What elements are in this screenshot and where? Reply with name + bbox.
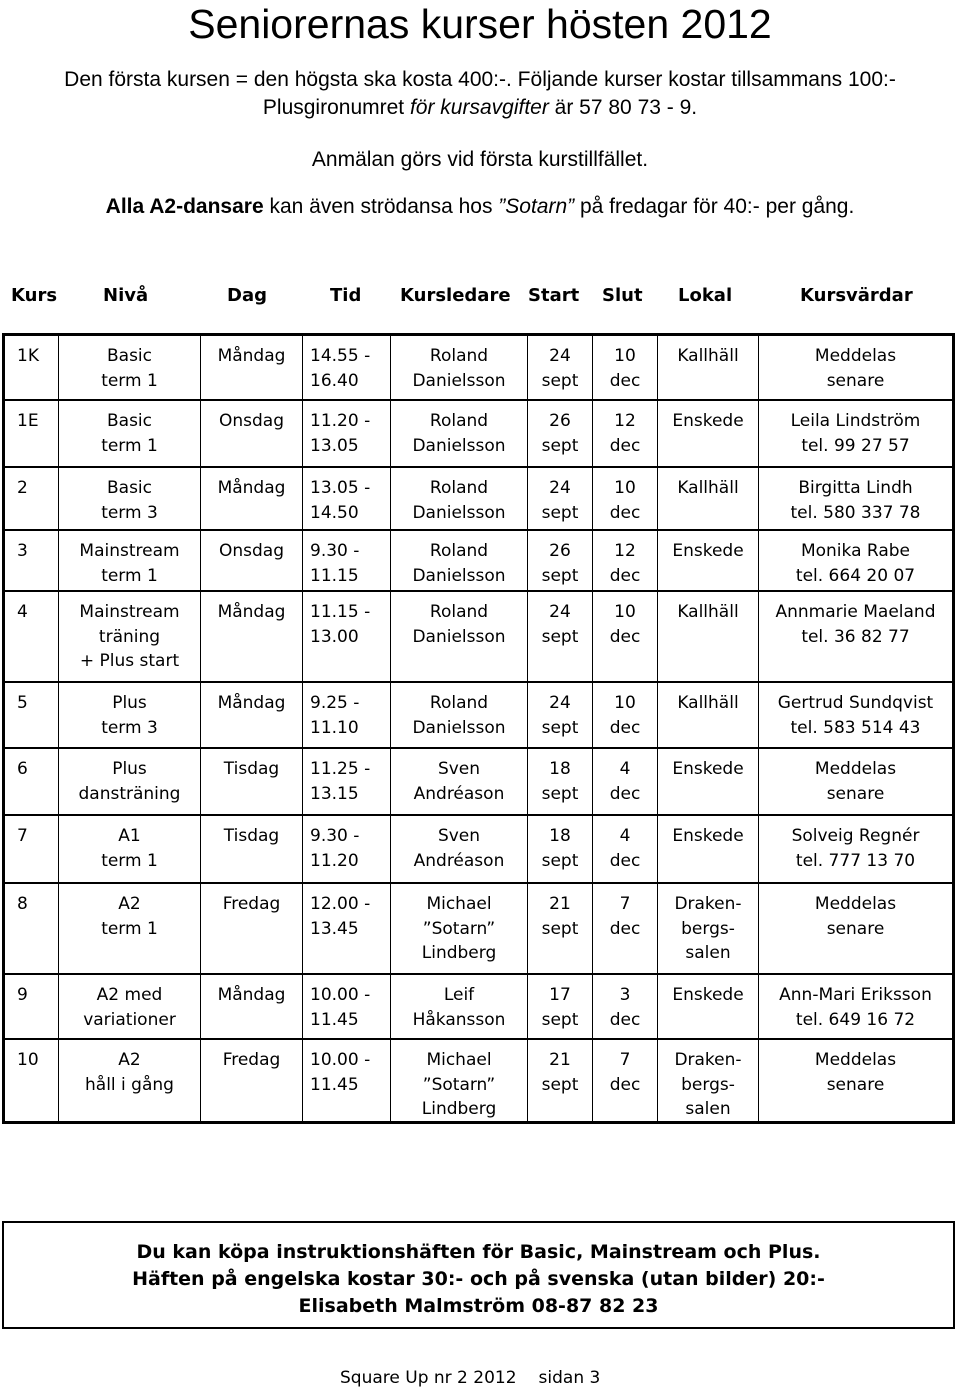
cell-vardar: Meddelas senare — [814, 894, 897, 939]
intro-line-registration: Anmälan görs vid första kurstillfället. — [311, 148, 649, 171]
cell-slut: 3 dec — [609, 985, 641, 1030]
cell-dag: Tisdag — [223, 759, 280, 779]
cell-start: 26 sept — [541, 541, 579, 586]
cell-vardar: Monika Rabe tel. 664 20 07 — [795, 541, 916, 586]
page-number: sidan 3 — [538, 1368, 601, 1388]
cell-slut: 7 dec — [609, 894, 641, 939]
cell-vardar: Ann-Mari Eriksson tel. 649 16 72 — [779, 985, 932, 1030]
magazine-issue: Square Up nr 2 2012 — [340, 1368, 517, 1388]
header-start: Start — [528, 285, 580, 306]
table-row — [5, 529, 952, 592]
cell-lokal: Kallhäll — [677, 602, 739, 622]
page-title: Seniorernas kurser hösten 2012 — [188, 1, 772, 47]
cell-lokal: Draken- bergs- salen — [674, 894, 742, 963]
booklet-info-line: Du kan köpa instruktionshäften för Basic, Mainstream och Plus. — [136, 1241, 821, 1263]
cell-vardar: Annmarie Maeland tel. 36 82 77 — [775, 602, 936, 647]
cell-niva: Mainstream term 1 — [79, 541, 180, 586]
header-lokal: Lokal — [678, 285, 733, 306]
cell-dag: Onsdag — [218, 411, 284, 431]
cell-slut: 10 dec — [609, 478, 641, 523]
table-row — [5, 590, 952, 683]
cell-slut: 4 dec — [609, 826, 641, 871]
cell-dag: Måndag — [217, 693, 286, 713]
cell-start: 21 sept — [541, 1050, 579, 1095]
cell-lokal: Kallhäll — [677, 478, 739, 498]
cell-slut: 10 dec — [609, 346, 641, 391]
course-table — [2, 333, 955, 1124]
cell-niva: Basic term 3 — [101, 478, 158, 523]
cell-tid: 10.00 - 11.45 — [310, 985, 371, 1030]
cell-kurs: 7 — [17, 826, 28, 846]
cell-ledare: Michael ”Sotarn” Lindberg — [421, 1050, 497, 1119]
cell-kurs: 2 — [17, 478, 28, 498]
cell-tid: 11.25 - 13.15 — [310, 759, 371, 804]
cell-slut: 10 dec — [609, 693, 641, 738]
sotarn-name: ”Sotarn” — [498, 195, 575, 218]
cell-start: 26 sept — [541, 411, 579, 456]
header-slut: Slut — [602, 285, 643, 306]
cell-kurs: 8 — [17, 894, 28, 914]
cell-tid: 9.25 - 11.10 — [310, 693, 360, 738]
cell-niva: A2 håll i gång — [85, 1050, 174, 1095]
cell-niva: Mainstream träning + Plus start — [79, 602, 180, 671]
cell-tid: 9.30 - 11.20 — [310, 826, 360, 871]
header-niva: Nivå — [103, 285, 149, 306]
a2-dancers-label: Alla A2-dansare — [105, 195, 264, 218]
cell-tid: 13.05 - 14.50 — [310, 478, 371, 523]
cell-start: 18 sept — [541, 826, 579, 871]
cell-slut: 12 dec — [609, 411, 641, 456]
cell-lokal: Draken- bergs- salen — [674, 1050, 742, 1119]
table-row — [5, 681, 952, 749]
cell-ledare: Roland Danielsson — [412, 693, 506, 738]
cell-kurs: 3 — [17, 541, 28, 561]
cell-lokal: Kallhäll — [677, 346, 739, 366]
cell-ledare: Roland Danielsson — [412, 602, 506, 647]
table-row — [5, 814, 952, 884]
cell-dag: Måndag — [217, 985, 286, 1005]
table-header — [0, 283, 960, 309]
header-tid: Tid — [330, 285, 362, 306]
booklet-contact-line: Elisabeth Malmström 08-87 82 23 — [298, 1295, 659, 1317]
cell-dag: Måndag — [217, 478, 286, 498]
cell-niva: Plus term 3 — [101, 693, 158, 738]
booklet-info-box — [2, 1221, 955, 1329]
cell-tid: 10.00 - 11.45 — [310, 1050, 371, 1095]
cell-ledare: Roland Danielsson — [412, 346, 506, 391]
cell-lokal: Enskede — [672, 411, 744, 431]
table-row — [5, 466, 952, 531]
cell-niva: Basic term 1 — [101, 346, 158, 391]
table-row — [5, 882, 952, 975]
cell-vardar: Gertrud Sundqvist tel. 583 514 43 — [777, 693, 934, 738]
cell-kurs: 4 — [17, 602, 28, 622]
cell-niva: A2 med variationer — [83, 985, 176, 1030]
header-dag: Dag — [227, 285, 267, 306]
plusgiro-label: Plusgironumret — [262, 96, 410, 119]
cell-vardar: Birgitta Lindh tel. 580 337 78 — [790, 478, 921, 523]
table-row — [5, 973, 952, 1040]
cell-tid: 11.15 - 13.00 — [310, 602, 371, 647]
cell-kurs: 5 — [17, 693, 28, 713]
cell-dag: Måndag — [217, 602, 286, 622]
cell-niva: A2 term 1 — [101, 894, 158, 939]
cell-ledare: Sven Andréason — [413, 759, 505, 804]
intro-line-price: Den första kursen = den högsta ska kosta 400:-. Följande kurser kostar tillsammans 100:- — [64, 68, 896, 91]
cell-vardar: Meddelas senare — [814, 1050, 897, 1095]
cell-tid: 11.20 - 13.05 — [310, 411, 371, 456]
header-kurs: Kurs — [11, 285, 58, 306]
table-row — [5, 399, 952, 468]
cell-kurs: 1E — [17, 411, 39, 431]
cell-ledare: Sven Andréason — [413, 826, 505, 871]
table-row — [5, 336, 952, 399]
cell-tid: 12.00 - 13.45 — [310, 894, 371, 939]
cell-start: 24 sept — [541, 602, 579, 647]
table-row — [5, 747, 952, 816]
cell-start: 17 sept — [541, 985, 579, 1030]
cell-kurs: 1K — [17, 346, 39, 366]
page-footer — [340, 1366, 600, 1390]
cell-start: 21 sept — [541, 894, 579, 939]
cell-lokal: Enskede — [672, 826, 744, 846]
cell-kurs: 6 — [17, 759, 28, 779]
cell-start: 18 sept — [541, 759, 579, 804]
cell-lokal: Enskede — [672, 985, 744, 1005]
table-row — [5, 1038, 952, 1123]
a2-text-2: på fredagar för 40:- per gång. — [574, 195, 855, 218]
cell-vardar: Meddelas senare — [814, 759, 897, 804]
cell-ledare: Roland Danielsson — [412, 478, 506, 523]
cell-dag: Fredag — [222, 1050, 281, 1070]
cell-vardar: Solveig Regnér tel. 777 13 70 — [791, 826, 920, 871]
cell-slut: 10 dec — [609, 602, 641, 647]
plusgiro-label-italic: för kursavgifter — [409, 96, 549, 119]
cell-slut: 12 dec — [609, 541, 641, 586]
cell-niva: A1 term 1 — [101, 826, 158, 871]
cell-lokal: Enskede — [672, 541, 744, 561]
cell-niva: Plus dansträning — [78, 759, 181, 804]
cell-vardar: Meddelas senare — [814, 346, 897, 391]
cell-dag: Tisdag — [223, 826, 280, 846]
cell-niva: Basic term 1 — [101, 411, 158, 456]
cell-dag: Fredag — [222, 894, 281, 914]
cell-start: 24 sept — [541, 346, 579, 391]
a2-text-1: kan även strödansa hos — [263, 195, 499, 218]
cell-tid: 14.55 - 16.40 — [310, 346, 371, 391]
cell-tid: 9.30 - 11.15 — [310, 541, 360, 586]
cell-vardar: Leila Lindström tel. 99 27 57 — [790, 411, 921, 456]
cell-lokal: Kallhäll — [677, 693, 739, 713]
cell-start: 24 sept — [541, 693, 579, 738]
booklet-price-line: Häften på engelska kostar 30:- och på svenska (utan bilder) 20:- — [132, 1268, 825, 1290]
cell-ledare: Leif Håkansson — [412, 985, 506, 1030]
header-kursvardar: Kursvärdar — [800, 285, 913, 306]
cell-kurs: 9 — [17, 985, 28, 1005]
plusgiro-number: är 57 80 73 - 9. — [548, 96, 698, 119]
intro-line-plusgiro — [0, 95, 960, 121]
header-kursledare: Kursledare — [400, 285, 511, 306]
cell-start: 24 sept — [541, 478, 579, 523]
cell-slut: 7 dec — [609, 1050, 641, 1095]
cell-kurs: 10 — [17, 1050, 39, 1070]
intro-line-a2 — [0, 194, 960, 220]
cell-slut: 4 dec — [609, 759, 641, 804]
cell-dag: Måndag — [217, 346, 286, 366]
cell-lokal: Enskede — [672, 759, 744, 779]
cell-ledare: Roland Danielsson — [412, 411, 506, 456]
cell-dag: Onsdag — [218, 541, 284, 561]
cell-ledare: Roland Danielsson — [412, 541, 506, 586]
cell-ledare: Michael ”Sotarn” Lindberg — [421, 894, 497, 963]
